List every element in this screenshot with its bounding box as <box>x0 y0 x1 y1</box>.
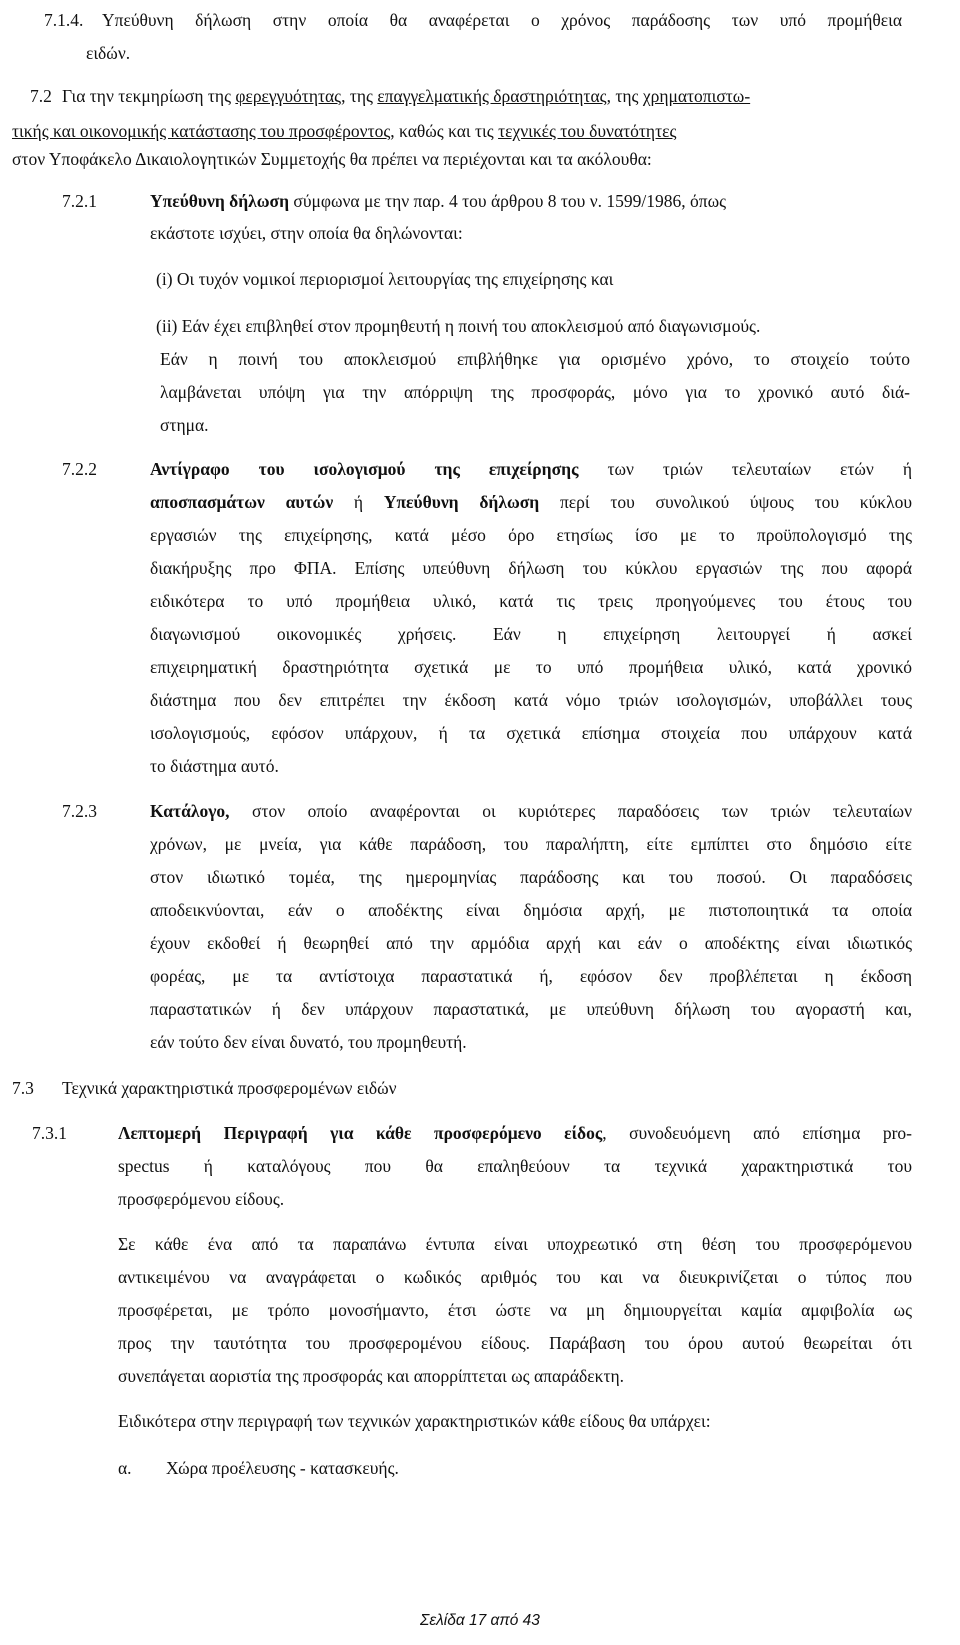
text-span: Για την τεκμηρίωση της <box>62 86 236 106</box>
paragraph-line: φορέας, με τα αντίστοιχα παραστατικά ή, εφόσον δεν προβλέπεται η έκδοση <box>150 966 912 986</box>
text-span: , της <box>606 86 643 106</box>
underlined-term: τεχνικές του δυνατότητες <box>498 121 677 141</box>
paragraph-line: στημα. <box>160 415 209 435</box>
paragraph-line: ειδών. <box>86 43 131 63</box>
paragraph-line: διάστημα που δεν επιτρέπει την έκδοση κατά νόμο τριών ισολογισμών, υποβάλλει τους <box>150 690 912 710</box>
list-item-i: (i) Οι τυχόν νομικοί περιορισμοί λειτουργίας της επιχείρησης και <box>156 269 614 289</box>
paragraph-line <box>150 800 912 822</box>
paragraph-line: εάν τούτο δεν είναι δυνατό, του προμηθευτή. <box>150 1032 467 1052</box>
paragraph-line: Εάν η ποινή του αποκλεισμού επιβλήθηκε για ορισμένο χρόνο, το στοιχείο τούτο <box>160 349 910 369</box>
text-span: , συνοδευόμενη από επίσημα pro- <box>602 1123 912 1143</box>
paragraph-line: προσφέρεται, με τρόπο μονοσήμαντο, έτσι ώστε να μη δημιουργείται καμία αμφιβολία ως <box>118 1300 912 1320</box>
paragraph-line <box>118 1122 912 1144</box>
bold-term: Λεπτομερή Περιγραφή για κάθε προσφερόμενο είδος <box>118 1123 603 1143</box>
paragraph-line <box>150 491 912 513</box>
paragraph-line: συνεπάγεται αοριστία της προσφοράς και απορρίπτεται ως απαράδεκτη. <box>118 1366 625 1386</box>
page-footer: Σελίδα 17 από 43 <box>420 1612 540 1629</box>
paragraph-line: επιχειρηματική δραστηριότητα σχετικά με το υπό προμήθεια υλικό, κατά χρονικό <box>150 657 912 677</box>
section-number: 7.3 <box>12 1078 34 1098</box>
underlined-term: φερεγγυότητας <box>235 86 342 106</box>
text-span: , της <box>341 86 378 106</box>
paragraph-line: εκάστοτε ισχύει, στην οποία θα δηλώνονται: <box>150 223 463 243</box>
text-span: σύμφωνα με την παρ. 4 του άρθρου 8 του ν. 1599/1986, όπως <box>289 191 727 211</box>
bold-term: Υπεύθυνη δήλωση <box>383 492 540 512</box>
bold-term: Υπεύθυνη δήλωση <box>150 191 290 211</box>
text-span: , καθώς και τις <box>390 121 499 141</box>
paragraph-line: διαγωνισμού οικονομικές χρήσεις. Εάν η επιχείρηση λειτουργεί ή ασκεί <box>150 624 912 644</box>
paragraph-line: ισολογισμούς, εφόσον υπάρχουν, ή τα σχετικά επίσημα στοιχεία που υπάρχουν κατά <box>150 723 912 743</box>
paragraph-line: παραστατικών ή δεν υπάρχουν παραστατικά, με υπεύθυνη δήλωση του αγοραστή και, <box>150 999 912 1019</box>
text-span: στον οποίο αναφέρονται οι κυριότερες παραδόσεις των τριών τελευταίων <box>229 801 912 821</box>
list-item-ii: (ii) Εάν έχει επιβληθεί στον προμηθευτή η ποινή του αποκλεισμού από διαγωνισμούς. <box>156 316 761 336</box>
paragraph-line: διακήρυξης προ ΦΠΑ. Επίσης υπεύθυνη δήλωση του κύκλου εργασιών της που αφορά <box>150 558 912 578</box>
paragraph-line <box>62 85 750 107</box>
bold-term: αποσπασμάτων αυτών <box>150 492 334 512</box>
section-title: Τεχνικά χαρακτηριστικά προσφερομένων ειδών <box>62 1078 397 1098</box>
paragraph-line: λαμβάνεται υπόψη για την απόρριψη της προσφοράς, μόνο για το χρονικό αυτό διά- <box>160 382 910 402</box>
paragraph-line: ειδικότερα το υπό προμήθεια υλικό, κατά τις τρεις προηγούμενες του έτους του <box>150 591 912 611</box>
section-number: 7.2 <box>30 86 52 106</box>
bold-term: Αντίγραφο του ισολογισμού της επιχείρησης <box>150 459 579 479</box>
paragraph-line: προς την ταυτότητα του προσφερομένου είδους. Παράβαση του όρου αυτού θεωρείται ότι <box>118 1333 912 1353</box>
paragraph-line: αντικειμένου να αναγράφεται ο κωδικός αριθμός του και να διευκρινίζεται ο τύπος που <box>118 1267 912 1287</box>
paragraph-line <box>150 190 726 212</box>
text-span: των τριών τελευταίων ετών ή <box>578 459 912 479</box>
paragraph-line: το διάστημα αυτό. <box>150 756 279 776</box>
paragraph-line: στον Υποφάκελο Δικαιολογητικών Συμμετοχής θα πρέπει να περιέχονται και τα ακόλουθα: <box>12 149 652 169</box>
text-span: περί του συνολικού ύψους του κύκλου <box>539 492 913 512</box>
paragraph-line: έχουν εκδοθεί ή θεωρηθεί από την αρμόδια αρχή και εάν ο αποδέκτης είναι ιδιωτικός <box>150 933 912 953</box>
section-number: 7.3.1 <box>32 1123 67 1143</box>
paragraph-line: spectus ή καταλόγους που θα επαληθεύουν τα τεχνικά χαρακτηριστικά του <box>118 1156 912 1176</box>
section-number: 7.2.2 <box>62 459 97 479</box>
paragraph-line: Σε κάθε ένα από τα παραπάνω έντυπα είναι υποχρεωτικό στη θέση του προσφερόμενου <box>118 1234 912 1254</box>
list-item: Χώρα προέλευσης - κατασκευής. <box>166 1458 399 1478</box>
text-span: ή <box>333 492 384 512</box>
paragraph-line: Υπεύθυνη δήλωση στην οποία θα αναφέρεται ο χρόνος παράδοσης των υπό προμήθεια <box>102 10 902 30</box>
section-number: 7.1.4. <box>44 10 84 30</box>
paragraph-line <box>150 458 912 480</box>
paragraph-line: εργασιών της επιχείρησης, κατά μέσο όρο ετησίως ίσο με το προϋπολογισμό της <box>150 525 912 545</box>
list-marker: α. <box>118 1458 132 1478</box>
paragraph-line: Ειδικότερα στην περιγραφή των τεχνικών χαρακτηριστικών κάθε είδους θα υπάρχει: <box>118 1411 711 1431</box>
paragraph-line: αποδεικνύονται, εάν ο αποδέκτης είναι δημόσια αρχή, με πιστοποιητικά τα οποία <box>150 900 912 920</box>
paragraph-line: στον ιδιωτικό τομέα, της ημερομηνίας παράδοσης και του ποσού. Οι παραδόσεις <box>150 867 912 887</box>
section-number: 7.2.3 <box>62 801 97 821</box>
paragraph-line: προσφερόμενου είδους. <box>118 1189 285 1209</box>
paragraph-line <box>12 120 676 142</box>
paragraph-line: χρόνων, με μνεία, για κάθε παράδοση, του παραλήπτη, είτε εμπίπτει στο δημόσιο είτε <box>150 834 912 854</box>
underlined-term: τικής και οικονομικής κατάστασης του προσφέροντος <box>12 121 391 141</box>
underlined-term: επαγγελματικής δραστηριότητας <box>377 86 607 106</box>
underlined-term: χρηματοπιστω- <box>642 86 751 106</box>
section-number: 7.2.1 <box>62 191 97 211</box>
bold-term: Κατάλογο, <box>150 801 230 821</box>
